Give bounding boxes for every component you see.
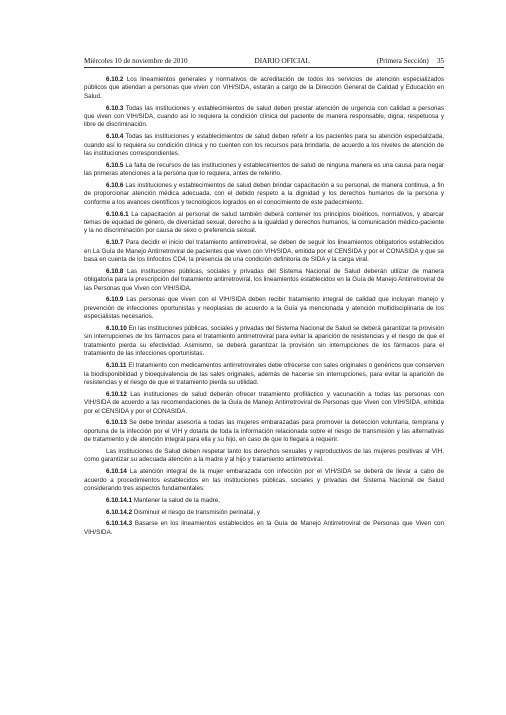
paragraph: [84, 448, 444, 465]
header-page-number: 35: [436, 57, 444, 65]
paragraph-text: Todas las instituciones y establecimientos de salud deben referir a los pacientes para su atención especializada, cuando así lo requiera su condición clínica y no cuenten con los recursos para brindarla, de acuerdo a los niveles de atención de las instituciones correspondientes.: [84, 133, 445, 158]
paragraph-text: Los lineamientos generales y normativos de acreditación de todos los servicios de atención especializados públicos que atiendan a personas que viven con VIH/SIDA, estarán a cargo de la Dirección General de Calidad y Educación en Salud.: [84, 76, 444, 100]
paragraph-number: 6.10.12: [106, 390, 127, 398]
paragraph-number: 6.10.5: [106, 161, 124, 169]
paragraph-text: Se debe brindar asesoría a todas las mujeres embarazadas para promover la detección voluntaria, temprana y oportuna de la infección por el VIH y dotarla de toda la información relacionada sobre el riesgo de transmisión y las alternativas de tratamiento y de atención integral para ella y su hijo, en caso de que lo llegara a requerir.: [84, 419, 444, 444]
paragraph: [84, 497, 444, 505]
paragraph-number: 6.10.14.2: [106, 508, 133, 516]
paragraph-text: Las instituciones de Salud deben respetar tanto los derechos sexuales y reproductivos de las mujeres positivas al VIH, como garantizar su adecuada atención a la madre y al hijo y tratamiento antirretroviral.: [84, 447, 444, 464]
header-date: Miércoles 10 de noviembre de 2010: [84, 57, 188, 65]
paragraph-number: 6.10.14.1: [106, 496, 133, 504]
document-body: [84, 76, 444, 541]
paragraph-number: 6.10.3: [106, 104, 124, 112]
paragraph-number: 6.10.6: [106, 182, 124, 190]
paragraph-text: Las instituciones de salud deberán ofrecer tratamiento profiláctico y vacunación a todas las personas con VIH/SIDA de acuerdo a las recomendaciones de la Guía de Manejo Antirretroviral de Personas que Viven con VIH/SIDA, emitida por el CENSIDA y por el CONASIDA.: [84, 390, 444, 415]
paragraph-text: La atención integral de la mujer embarazada con infección por el VIH/SIDA se deberá de llevar a cabo de acuerdo a procedimientos establecidos en las instituciones públicas, sociales y privadas del Sistema Nacional de Salud considerando tres aspectos fundamentales:: [84, 468, 444, 492]
header-section: (Primera Sección): [376, 57, 429, 65]
paragraph-text: Mantener la salud de la madre,: [133, 496, 220, 504]
paragraph-number: 6.10.8: [106, 267, 124, 275]
paragraph: [84, 520, 444, 537]
paragraph: [84, 325, 444, 359]
paragraph: [84, 391, 444, 416]
paragraph-text: Basarse en los lineamientos establecidos en la Guía de Manejo Antirretroviral de Personas que Viven con VIH/SIDA.: [84, 520, 444, 536]
paragraph: [84, 182, 444, 207]
paragraph: [84, 133, 444, 158]
paragraph: [84, 296, 444, 321]
paragraph: [84, 268, 444, 293]
paragraph-number: 6.10.11: [106, 362, 127, 370]
paragraph: [84, 76, 444, 101]
paragraph-text: El tratamiento con medicamentos antirretrovirales debe ofrecerse con sales originales o genéricos que conserven la biodisponibilidad y bioequivalencia de las sales originales, además de hacerse sin interrupciones, para evitar la aparición de resistencias y el riesgo de que el tratamiento pierda su utilidad.: [84, 362, 444, 386]
paragraph-number: 6.10.14: [106, 468, 127, 476]
paragraph-number: 6.10.9: [106, 296, 124, 304]
paragraph-text: La capacitación al personal de salud también deberá contener los principios bioéticos, normativos, y abarcar temas de equidad de género, de diversidad sexual, derecho a la igualdad y derechos humanos, la comunicación médico-paciente y la no discriminación por causa de sexo o preferencia sexual.: [84, 210, 444, 235]
paragraph-number: 6.10.2: [106, 76, 124, 83]
paragraph-text: Todas las instituciones y establecimientos de salud deben prestar atención de urgencia con calidad a personas que viven con VIH/SIDA, cuando así lo requiera la condición clínica del paciente de manera responsable, digna, respetuosa y libre de discriminación.: [84, 104, 445, 129]
paragraph-text: Las instituciones públicas, sociales y privadas del Sistema Nacional de Salud deberán utilizar de manera obligatoria para la prescripción del tratamiento antirretroviral, los lineamientos establecidos en la Guía de Manejo Antirretroviral de las Personas que Viven con VIH/SIDA.: [84, 267, 444, 292]
header-publication: DIARIO OFICIAL: [254, 57, 310, 65]
header-right: [377, 57, 444, 65]
paragraph-number: 6.10.10: [106, 325, 127, 333]
paragraph: [84, 509, 444, 517]
paragraph-number: 6.10.14.3: [106, 520, 133, 528]
paragraph-text: Las instituciones y establecimientos de salud deben brindar capacitación a su personal, de manera continua, a fin de proporcionar atención médica adecuada, con el debido respeto a la dignidad y los derechos humanos de la persona y conforme a los avances científicos y tecnológicos logrados en el conocimiento de este padecimiento.: [84, 182, 444, 206]
paragraph-text: Las personas que viven con el VIH/SIDA deben recibir tratamiento integral de calidad que incluyan manejo y prevención de infecciones oportunistas y neoplasias de acuerdo a la Guía ya mencionada y atención multidisciplinaria de los especialistas necesarios.: [84, 296, 444, 321]
paragraph: [84, 239, 444, 264]
paragraph-number: 6.10.4: [106, 133, 124, 141]
paragraph-text: Para decidir el inicio del tratamiento antirretroviral, se deben de seguir los lineamientos obligatorios establecidos en La Guía de Manejo Antirretroviral de pacientes que viven con VIH/SIDA, emitida por el CENSIDA y por el CONASIDA y que se basa en cuenta de los linfocitos CD4, la presencia de una condición definitoria de SIDA y la carga viral.: [84, 239, 444, 264]
page-header: [84, 57, 444, 68]
paragraph-number: 6.10.13: [106, 419, 127, 427]
paragraph: [84, 211, 444, 236]
paragraph-number: 6.10.7: [106, 239, 124, 247]
paragraph: [84, 362, 444, 387]
paragraph: [84, 468, 444, 493]
paragraph-text: La falta de recursos de las instituciones y establecimientos de salud de ninguna manera es una causa para negar las primeras atenciones a la persona que lo requiera, antes de referirlo.: [84, 161, 444, 178]
paragraph: [84, 419, 444, 444]
paragraph-number: 6.10.6.1: [106, 210, 129, 218]
paragraph-text: Disminuir el riesgo de transmisión perinatal, y: [133, 508, 260, 516]
paragraph: [84, 162, 444, 179]
paragraph: [84, 105, 444, 130]
paragraph-text: En las instituciones públicas, sociales y privadas del Sistema Nacional de Salud se deberá garantizar la provisión sin interrupciones de los fármacos para el tratamiento antirretroviral para evitar la aparición de resistencias y el riesgo de que el tratamiento pierda su efectividad. Asimismo, se deberá garantizar la provisión sin interrupciones de los fármacos para el tratamiento de las infecciones oportunistas.: [84, 325, 444, 358]
